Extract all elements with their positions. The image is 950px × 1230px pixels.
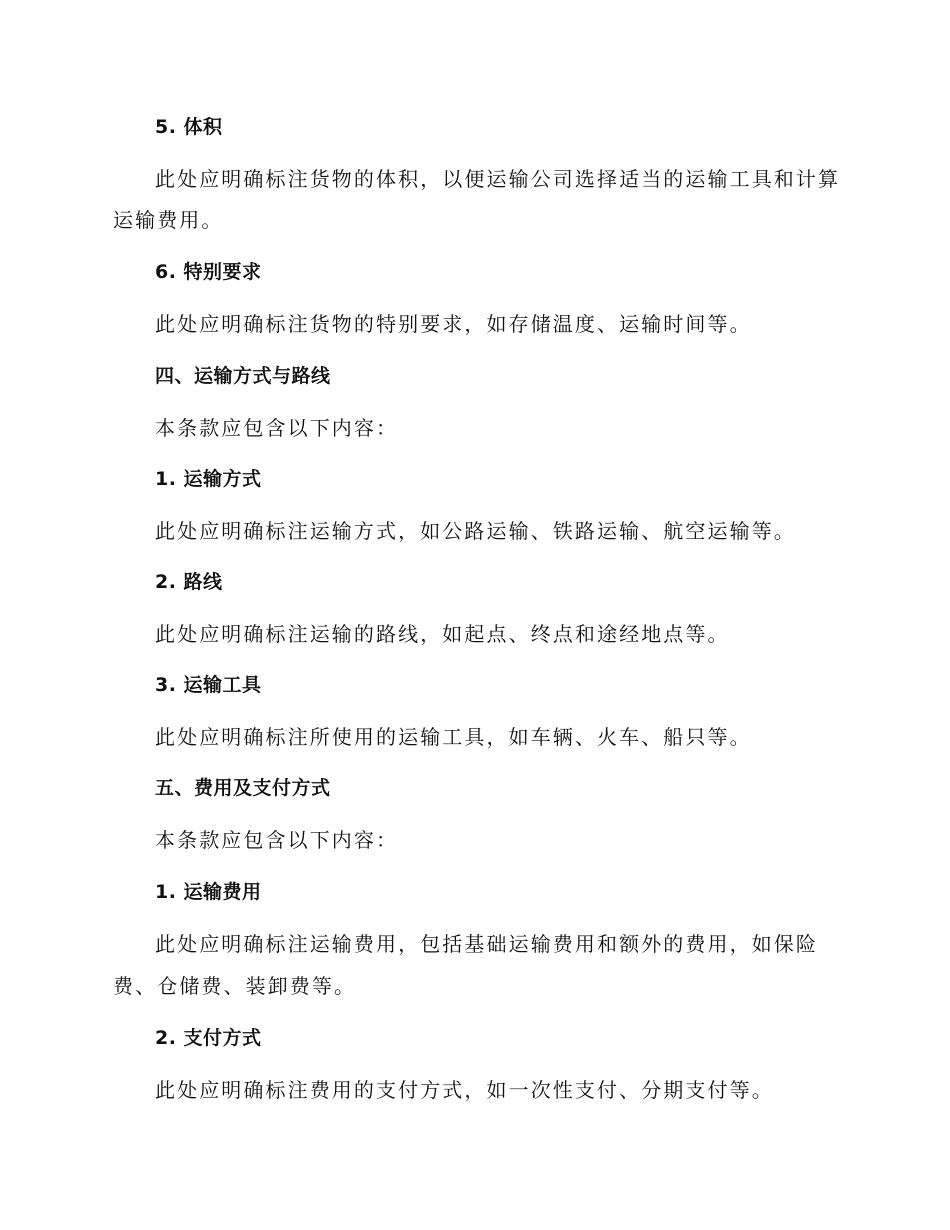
- payment-method-paragraph: 此处应明确标注费用的支付方式，如一次性支付、分期支付等。: [155, 1078, 774, 1102]
- transport-fee-paragraph-line-1: 此处应明确标注运输费用，包括基础运输费用和额外的费用，如保险: [155, 932, 818, 956]
- route-heading: 2. 路线: [155, 571, 223, 593]
- section-four-intro: 本条款应包含以下内容：: [155, 416, 399, 440]
- volume-heading: 5. 体积: [155, 116, 223, 138]
- section-five-intro: 本条款应包含以下内容：: [155, 828, 399, 852]
- route-paragraph: 此处应明确标注运输的路线，如起点、终点和途经地点等。: [155, 622, 730, 646]
- transport-fee-paragraph-line-2: 费、仓储费、装卸费等。: [113, 974, 357, 998]
- transport-fee-heading: 1. 运输费用: [155, 881, 262, 903]
- special-requirements-heading: 6. 特别要求: [155, 261, 262, 283]
- volume-paragraph-line-1: 此处应明确标注货物的体积，以便运输公司选择适当的运输工具和计算: [155, 167, 841, 191]
- transport-mode-heading: 1. 运输方式: [155, 468, 262, 490]
- section-four-title: 四、运输方式与路线: [155, 365, 331, 387]
- transport-tools-paragraph: 此处应明确标注所使用的运输工具，如车辆、火车、船只等。: [155, 725, 752, 749]
- transport-mode-paragraph: 此处应明确标注运输方式，如公路运输、铁路运输、航空运输等。: [155, 519, 796, 543]
- payment-method-heading: 2. 支付方式: [155, 1027, 262, 1049]
- transport-tools-heading: 3. 运输工具: [155, 674, 262, 696]
- special-requirements-paragraph: 此处应明确标注货物的特别要求，如存储温度、运输时间等。: [155, 312, 752, 336]
- section-five-title: 五、费用及支付方式: [155, 777, 331, 799]
- volume-paragraph-line-2: 运输费用。: [113, 208, 224, 232]
